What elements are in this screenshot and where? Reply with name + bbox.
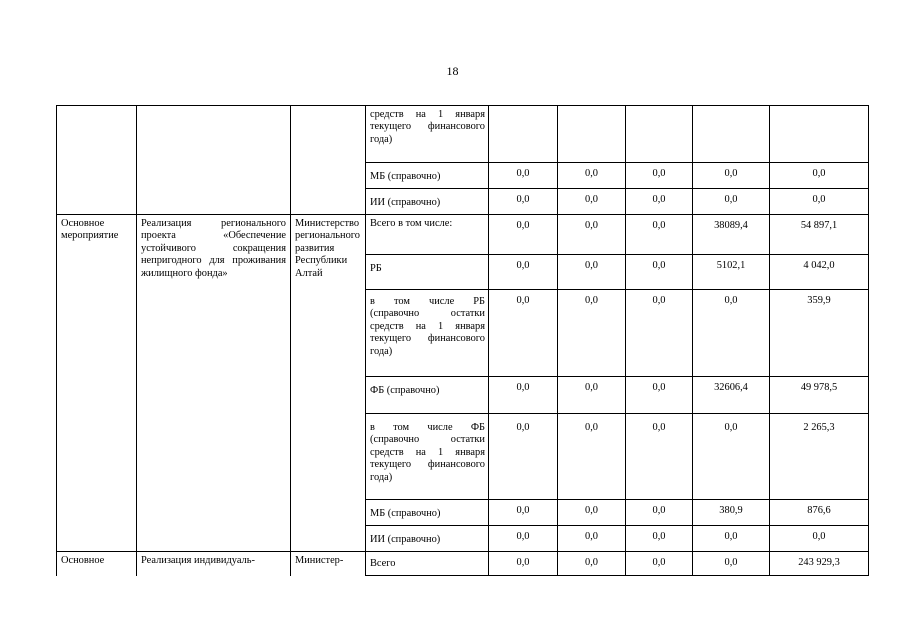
- table-row: [57, 552, 869, 576]
- source-cell: МБ (справочно): [366, 163, 489, 189]
- value-cell: 0,0: [489, 414, 558, 500]
- value-cell: 0,0: [489, 552, 558, 576]
- value-cell: 2 265,3: [770, 414, 869, 500]
- value-cell: [770, 106, 869, 163]
- value-cell: 0,0: [626, 414, 693, 500]
- type-cell: Основное: [57, 552, 137, 576]
- value-cell: 0,0: [558, 377, 626, 414]
- value-cell: 0,0: [626, 377, 693, 414]
- source-cell: в том числе РБ (справочно остатки средств на 1 января текущего финансового года): [366, 290, 489, 377]
- value-cell: 0,0: [626, 163, 693, 189]
- value-cell: 0,0: [626, 552, 693, 576]
- value-cell: 0,0: [626, 189, 693, 215]
- executor-cell: Министер-: [291, 552, 366, 576]
- value-cell: 0,0: [489, 377, 558, 414]
- source-cell: Всего: [366, 552, 489, 576]
- value-cell: 0,0: [489, 215, 558, 255]
- table-row: [57, 215, 869, 255]
- value-cell: [626, 106, 693, 163]
- value-cell: 0,0: [770, 189, 869, 215]
- value-cell: 0,0: [558, 290, 626, 377]
- value-cell: 0,0: [626, 500, 693, 526]
- value-cell: [489, 106, 558, 163]
- value-cell: 0,0: [489, 526, 558, 552]
- name-cell: Реализация индивидуаль-: [137, 552, 291, 576]
- value-cell: [693, 106, 770, 163]
- value-cell: 876,6: [770, 500, 869, 526]
- value-cell: 380,9: [693, 500, 770, 526]
- source-cell: МБ (справочно): [366, 500, 489, 526]
- value-cell: 32606,4: [693, 377, 770, 414]
- value-cell: 0,0: [558, 189, 626, 215]
- value-cell: 243 929,3: [770, 552, 869, 576]
- value-cell: 0,0: [626, 290, 693, 377]
- value-cell: 0,0: [770, 526, 869, 552]
- value-cell: 0,0: [489, 189, 558, 215]
- value-cell: 0,0: [558, 526, 626, 552]
- value-cell: 0,0: [693, 526, 770, 552]
- type-cell: [57, 106, 137, 215]
- value-cell: 38089,4: [693, 215, 770, 255]
- value-cell: 0,0: [489, 255, 558, 290]
- value-cell: 49 978,5: [770, 377, 869, 414]
- source-cell: Всего в том числе:: [366, 215, 489, 255]
- value-cell: 0,0: [558, 163, 626, 189]
- name-cell: Реализация регионального проекта «Обеспечение устойчивого сокращения непригодного для проживания жилищного фонда»: [137, 215, 291, 552]
- executor-cell: [291, 106, 366, 215]
- table-row: [57, 106, 869, 163]
- value-cell: [558, 106, 626, 163]
- value-cell: 0,0: [558, 552, 626, 576]
- name-cell: [137, 106, 291, 215]
- value-cell: 0,0: [558, 215, 626, 255]
- value-cell: 0,0: [626, 526, 693, 552]
- executor-cell: Министерство регионального развития Республики Алтай: [291, 215, 366, 552]
- value-cell: 0,0: [558, 255, 626, 290]
- value-cell: 5102,1: [693, 255, 770, 290]
- value-cell: 0,0: [626, 255, 693, 290]
- value-cell: 0,0: [558, 414, 626, 500]
- value-cell: 0,0: [693, 552, 770, 576]
- value-cell: 0,0: [489, 163, 558, 189]
- source-cell: ИИ (справочно): [366, 526, 489, 552]
- value-cell: 54 897,1: [770, 215, 869, 255]
- value-cell: 0,0: [693, 414, 770, 500]
- value-cell: 0,0: [693, 290, 770, 377]
- source-cell: ФБ (справочно): [366, 377, 489, 414]
- value-cell: 0,0: [489, 500, 558, 526]
- value-cell: 0,0: [489, 290, 558, 377]
- budget-table: [56, 105, 869, 576]
- source-cell: ИИ (справочно): [366, 189, 489, 215]
- source-cell: в том числе ФБ (справочно остатки средств на 1 января текущего финансового года): [366, 414, 489, 500]
- value-cell: 4 042,0: [770, 255, 869, 290]
- type-cell: Основное мероприятие: [57, 215, 137, 552]
- value-cell: 0,0: [693, 163, 770, 189]
- value-cell: 0,0: [693, 189, 770, 215]
- value-cell: 0,0: [626, 215, 693, 255]
- source-cell: РБ: [366, 255, 489, 290]
- page-number: 18: [446, 64, 459, 78]
- value-cell: 0,0: [558, 500, 626, 526]
- source-cell: средств на 1 января текущего финансового года): [366, 106, 489, 163]
- value-cell: 359,9: [770, 290, 869, 377]
- value-cell: 0,0: [770, 163, 869, 189]
